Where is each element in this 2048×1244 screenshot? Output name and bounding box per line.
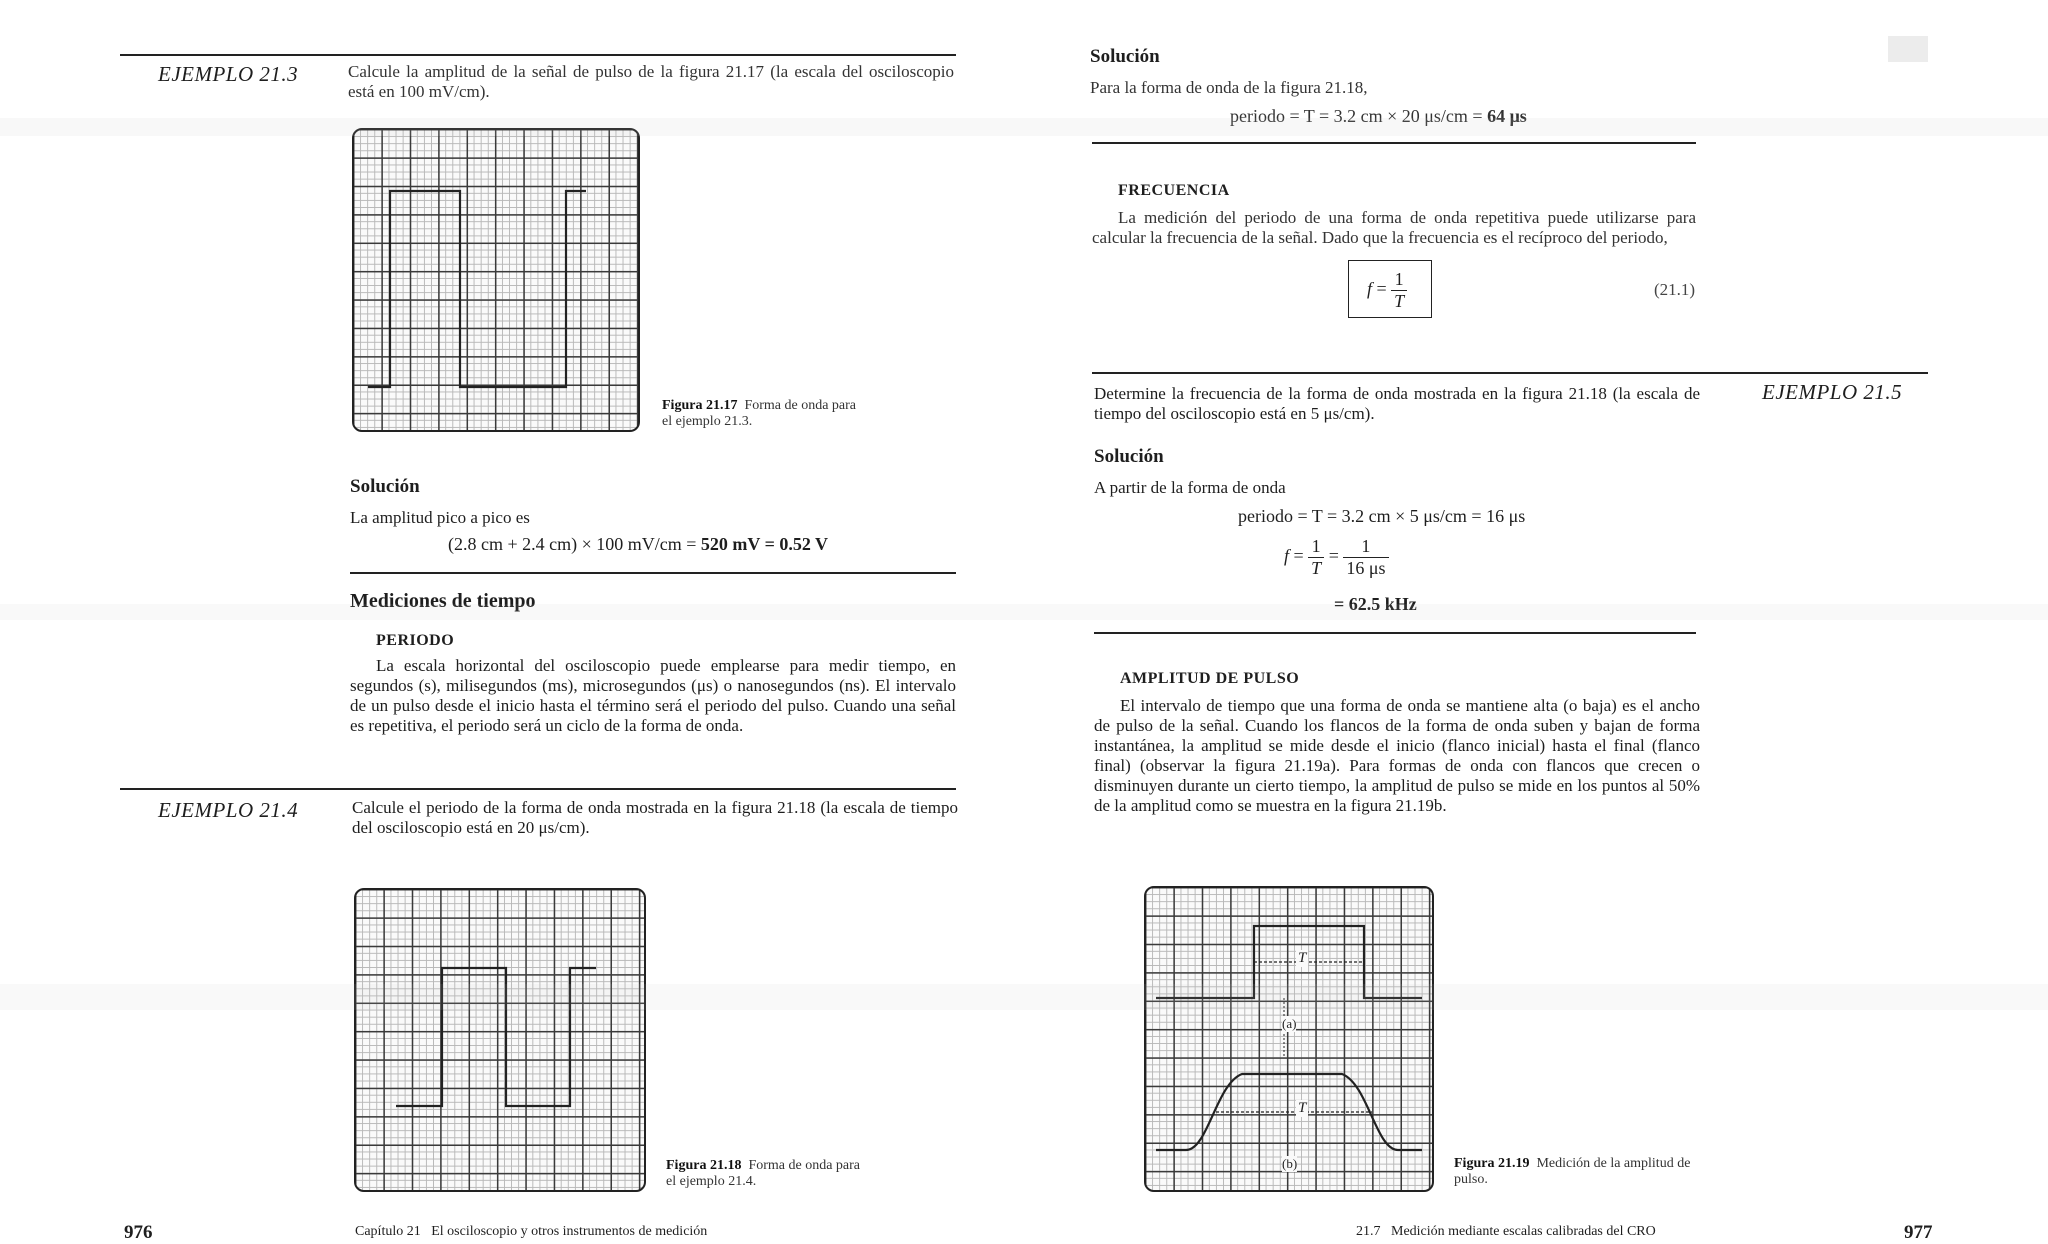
figure-21-18-caption <box>666 1158 866 1190</box>
solucion-21-4-title: Solución <box>1090 46 1160 67</box>
figure-21-19a-T-label: T <box>1298 950 1307 966</box>
solucion-21-4-text: Para la forma de onda de la figura 21.18, <box>1090 78 1368 97</box>
periodo-title: PERIODO <box>376 632 455 649</box>
ejemplo-21-3-label: EJEMPLO 21.3 <box>158 62 299 86</box>
ejemplo-21-5-statement: Determine la frecuencia de la forma de onda mostrada en la figura 21.18 (la escala de tiempo del osciloscopio está en 5 μs/cm). <box>1094 384 1700 423</box>
figure-21-19-oscilloscope-screen <box>1144 886 1434 1192</box>
equation-number-21-1: (21.1) <box>1654 280 1696 299</box>
solucion-21-3-equation <box>448 534 828 555</box>
figure-21-18-label: Figura 21.18 <box>666 1158 742 1173</box>
eq2-fraction-2 <box>1343 536 1388 579</box>
amplitud-de-pulso-title: AMPLITUD DE PULSO <box>1120 670 1300 687</box>
figure-21-18-text: Forma de onda para el ejemplo 21.4. <box>666 1158 861 1189</box>
page-number-left: 976 <box>124 1222 153 1243</box>
figure-21-18-waveform <box>356 890 644 1190</box>
scan-noise-band-top <box>0 118 2048 136</box>
page-number-right: 977 <box>1904 1222 1933 1243</box>
formula-denominator: T <box>1391 290 1407 312</box>
corner-stamp <box>1888 36 1928 62</box>
solucion-21-5-equation-1: periodo = T = 3.2 cm × 5 μs/cm = 16 μs <box>1238 506 1526 526</box>
ejemplo-21-4-statement: Calcule el periodo de la forma de onda mostrada en la figura 21.18 (la escala de tiempo del osciloscopio está en 20 μs/cm). <box>352 798 958 837</box>
frecuencia-title: FRECUENCIA <box>1118 182 1230 199</box>
ejemplo-21-3-statement: Calcule la amplitud de la señal de pulso de la figura 21.17 (la escala del osciloscopio está en 100 mV/cm). <box>348 62 954 101</box>
figure-21-19-waveforms <box>1146 888 1432 1190</box>
figure-21-19-text: Medición de la amplitud de pulso. <box>1454 1156 1691 1187</box>
figure-21-19a-label: (a) <box>1282 1016 1297 1031</box>
figure-21-19b-label: (b) <box>1282 1156 1298 1171</box>
figure-21-18-oscilloscope-screen <box>354 888 646 1192</box>
figure-21-17-text: Forma de onda para el ejemplo 21.3. <box>662 398 857 429</box>
figure-21-17-waveform <box>354 130 638 430</box>
eq2-denominator-1: T <box>1308 557 1324 579</box>
figure-21-19-label: Figura 21.19 <box>1454 1156 1530 1171</box>
figure-21-17-label: Figura 21.17 <box>662 398 738 413</box>
eq2-f: f <box>1284 545 1290 566</box>
frecuencia-paragraph: La medición del periodo de una forma de onda repetitiva puede utilizarse para calcular la frecuencia de la señal. Dado que la frecuencia es el recíproco del periodo, <box>1092 208 1696 247</box>
footer-right: 21.7 Medición mediante escalas calibradas del CRO <box>1356 1224 1656 1239</box>
solucion-21-3-bottom-rule <box>350 572 956 574</box>
solucion-21-5-title: Solución <box>1094 446 1164 467</box>
figure-21-19-caption <box>1454 1156 1714 1188</box>
frequency-formula-box <box>1348 260 1432 318</box>
ejemplo-21-5-top-rule <box>1092 372 1928 374</box>
ejemplo-21-3-top-rule <box>120 54 956 56</box>
periodo-paragraph: La escala horizontal del osciloscopio puede emplearse para medir tiempo, en segundos (s), milisegundos (ms), microsegundos (μs) o nanosegundos (ns). El intervalo de un pulso desde el inicio hasta el término será el periodo del pulso. Cuando una señal es repetitiva, el periodo será un ciclo de la forma de onda. <box>350 656 956 735</box>
eq2-fraction-1 <box>1308 536 1324 579</box>
solucion-21-4-equation-lhs: periodo = T = 3.2 cm × 20 μs/cm = <box>1230 106 1488 126</box>
solucion-21-3-text: La amplitud pico a pico es <box>350 508 530 527</box>
ejemplo-21-5-label: EJEMPLO 21.5 <box>1762 380 1903 404</box>
solucion-21-5-bottom-rule <box>1094 632 1696 634</box>
solucion-21-5-equation-3: = 62.5 kHz <box>1334 594 1417 614</box>
frequency-formula <box>1367 269 1407 312</box>
figure-21-17-oscilloscope-screen <box>352 128 640 432</box>
formula-fraction <box>1391 269 1407 312</box>
solucion-21-5-text: A partir de la forma de onda <box>1094 478 1286 497</box>
mediciones-de-tiempo-title: Mediciones de tiempo <box>350 590 536 612</box>
footer-left: Capítulo 21 El osciloscopio y otros instrumentos de medición <box>355 1224 708 1239</box>
solucion-21-3-title: Solución <box>350 476 420 497</box>
ejemplo-21-4-top-rule <box>120 788 956 790</box>
eq2-denominator-2: 16 μs <box>1343 557 1388 579</box>
figure-21-19b-T-label: T <box>1298 1100 1307 1116</box>
solucion-21-3-equation-result: 520 mV = 0.52 V <box>700 534 829 554</box>
amplitud-de-pulso-paragraph: El intervalo de tiempo que una forma de onda se mantiene alta (o baja) es el ancho de pulso de la señal. Cuando los flancos de la forma de onda suben y bajan de forma instantánea, la amplitud se mide desde el inicio (flanco inicial) hasta el final (flanco final) (observar la figura 21.19a). Para formas de onda con flancos que crecen o disminuyen durante un cierto tiempo, la amplitud de pulso se mide en los puntos al 50% de la amplitud como se muestra en la figura 21.19b. <box>1094 696 1700 815</box>
figure-21-17-caption <box>662 398 862 430</box>
solucion-21-4-equation-result: 64 μs <box>1487 106 1527 126</box>
ejemplo-21-4-label: EJEMPLO 21.4 <box>158 798 299 822</box>
formula-f: f <box>1367 278 1373 299</box>
solucion-21-5-equation-2: f = $\frac{1}{T}$ = $\frac{1}{16 \mu s}$ <box>1284 536 1389 579</box>
solucion-21-4-bottom-rule <box>1092 142 1696 144</box>
eq2-numerator-1: 1 <box>1311 536 1321 556</box>
solucion-21-3-equation-lhs: (2.8 cm + 2.4 cm) × 100 mV/cm = <box>448 534 701 554</box>
scan-noise-band-bottom <box>0 984 2048 1010</box>
eq2-numerator-2: 1 <box>1361 536 1371 556</box>
scan-noise-band-middle <box>0 604 2048 620</box>
formula-equals: = <box>1376 278 1387 299</box>
formula-numerator: 1 <box>1394 269 1404 289</box>
